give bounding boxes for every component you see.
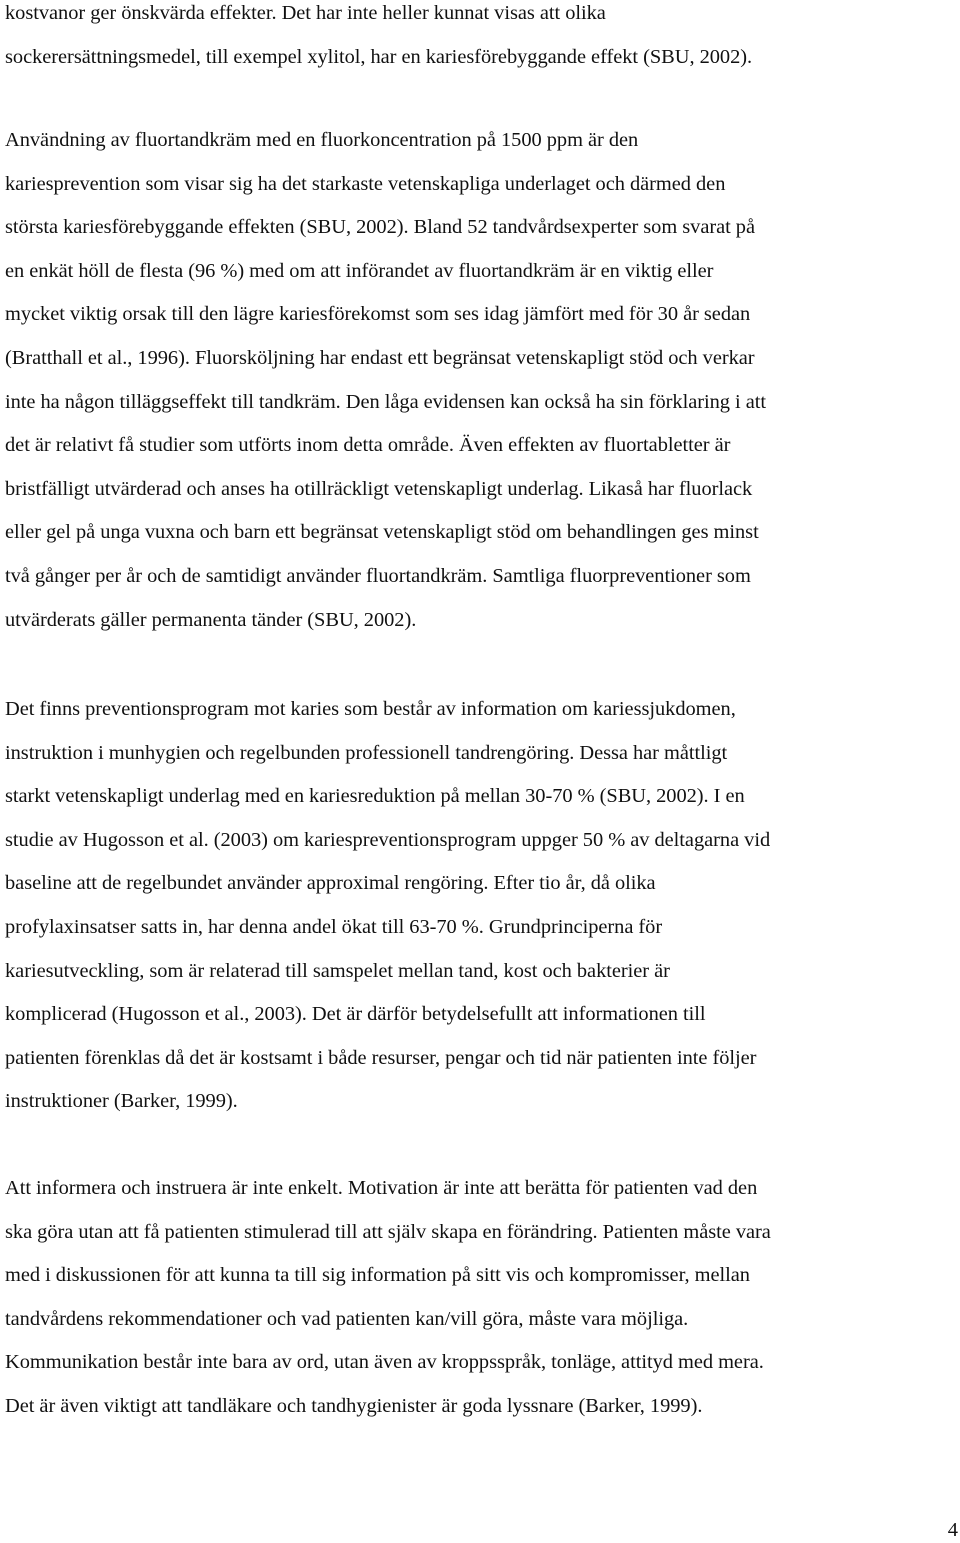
text-line: komplicerad (Hugosson et al., 2003). Det är därför betydelsefullt att informationen till — [5, 1003, 706, 1026]
page-number: 4 — [947, 1519, 958, 1541]
text-line: kostvanor ger önskvärda effekter. Det har inte heller kunnat visas att olika — [5, 2, 606, 24]
continued-paragraph — [5, 0, 960, 79]
text-line: starkt vetenskapligt underlag med en kariesreduktion på mellan 30-70 % (SBU, 2002). I en — [5, 785, 745, 808]
text-line: kariesprevention som visar sig ha det starkaste vetenskapliga underlaget och därmed den — [5, 172, 726, 195]
text-line: två gånger per år och de samtidigt använder fluortandkräm. Samtliga fluorpreventioner som — [5, 564, 751, 587]
text-line: bristfälligt utvärderad och anses ha otillräckligt vetenskapligt underlag. Likaså har fluorlack — [5, 477, 753, 500]
text-line: Det är även viktigt att tandläkare och tandhygienister är goda lyssnare (Barker, 1999). — [5, 1394, 703, 1417]
text-line: med i diskussionen för att kunna ta till sig information på sitt vis och kompromisser, mellan — [5, 1264, 750, 1287]
text-line: ska göra utan att få patienten stimulerad till att själv skapa en förändring. Patienten måste vara — [5, 1220, 771, 1243]
text-line: studie av Hugosson et al. (2003) om kariespreventionsprogram uppger 50 % av deltagarna vid — [5, 828, 771, 851]
text-line: det är relativt få studier som utförts inom detta område. Även effekten av fluortabletter är — [5, 434, 731, 457]
text-line: instruktion i munhygien och regelbunden professionell tandrengöring. Dessa har måttligt — [5, 741, 728, 764]
text-line: (Bratthall et al., 1996). Fluorsköljning har endast ett begränsat vetenskapligt stöd och verkar — [5, 346, 755, 369]
text-line: största kariesförebyggande effekten (SBU, 2002). Bland 52 tandvårdsexperter som svarat på — [5, 216, 756, 239]
text-line: mycket viktig orsak till den lägre kariesförekomst som ses idag jämfört med för 30 år sedan — [5, 303, 751, 326]
text-line: inte ha någon tilläggseffekt till tandkräm. Den låga evidensen kan också ha sin förklaring i att — [5, 390, 766, 413]
text-line: Det finns preventionsprogram mot karies som består av information om kariessjukdomen, — [5, 698, 736, 720]
text-line: eller gel på unga vuxna och barn ett begränsat vetenskapligt stöd om behandlingen ges minst — [5, 521, 759, 544]
text-line: utvärderats gäller permanenta tänder (SBU, 2002). — [5, 608, 417, 631]
text-line: baseline att de regelbundet använder approximal rengöring. Efter tio år, då olika — [5, 872, 656, 895]
text-line: patienten förenklas då det är kostsamt i både resurser, pengar och tid när patienten inte följer — [5, 1046, 757, 1069]
text-line: Kommunikation består inte bara av ord, utan även av kroppsspråk, tonläge, attityd med mera. — [5, 1351, 764, 1374]
text-line: Att informera och instruera är inte enkelt. Motivation är inte att berätta för patienten vad den — [5, 1177, 758, 1199]
text-line: instruktioner (Barker, 1999). — [5, 1090, 238, 1113]
text-line: Användning av fluortandkräm med en fluorkoncentration på 1500 ppm är den — [5, 129, 639, 151]
text-line: tandvårdens rekommendationer och vad patienten kan/vill göra, måste vara möjliga. — [5, 1307, 689, 1330]
text-line: en enkät höll de flesta (96 %) med om att införandet av fluortandkräm är en viktig eller — [5, 259, 714, 282]
paragraph-communication — [5, 1167, 960, 1429]
paragraph-fluoride — [5, 119, 960, 642]
text-line: kariesutveckling, som är relaterad till samspelet mellan tand, kost och bakterier är — [5, 959, 670, 982]
text-line: profylaxinsatser satts in, har denna andel ökat till 63-70 %. Grundprinciperna för — [5, 915, 663, 938]
text-line: sockerersättningsmedel, till exempel xylitol, har en kariesförebyggande effekt (SBU, 2002). — [5, 45, 753, 68]
paragraph-prevention-programs — [5, 688, 960, 1124]
